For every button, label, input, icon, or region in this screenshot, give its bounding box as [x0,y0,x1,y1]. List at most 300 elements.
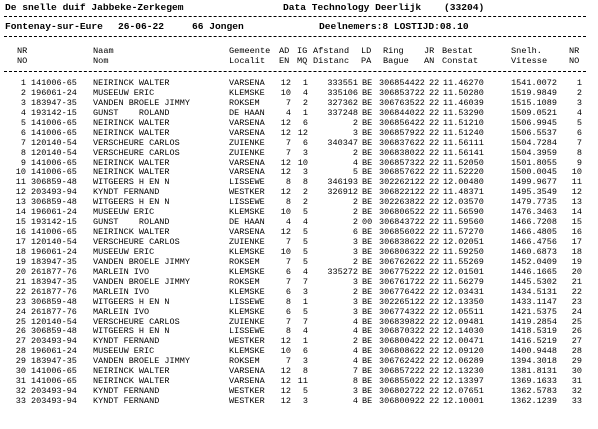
row-speed: 1500.0045 [511,167,557,178]
table-row [0,357,598,367]
row-ring: 306857322 [379,157,425,168]
row-clocked: 11.52220 [443,167,484,178]
row-distance: 335106 [327,87,358,98]
row-nr-right: 5 [576,117,582,128]
row-ig: 5 [302,207,308,218]
row-speed: 1495.3549 [511,187,557,198]
row-nr-right: 10 [571,167,582,178]
row-country: BE [362,127,373,138]
row-nr: 29 [15,356,26,367]
row-nr-right: 20 [571,266,582,277]
row-locality: VARSENA [229,227,265,238]
row-year: 22 [429,197,440,208]
row-nr-right: 13 [571,197,582,208]
row-nr: 13 [15,197,26,208]
row-ad: 12 [280,336,291,347]
row-member-id: 141006-65 [31,117,77,128]
row-country: BE [362,197,373,208]
row-ig: 3 [302,396,308,406]
row-distance: 335272 [327,266,358,277]
row-distance: 346193 [327,177,358,188]
row-speed: 1504.3959 [511,147,557,158]
row-ad: 10 [280,346,291,357]
row-country: BE [362,286,373,297]
row-speed: 1362.1239 [511,396,557,406]
row-year: 22 [429,187,440,198]
row-ring: 306843722 [379,217,425,228]
row-ig: 7 [302,316,308,327]
row-distance: 3 [352,386,358,397]
table-row [0,109,598,119]
table-row [0,278,598,288]
row-name: MUSEEUW ERIC [93,246,155,257]
row-ring: 306857222 [379,366,425,377]
row-name: GUNST ROLAND [93,217,170,228]
row-nr-right: 17 [571,237,582,247]
row-member-id: 141006-65 [31,127,77,138]
table-row [0,188,598,198]
row-member-id: 306859-48 [31,197,77,208]
row-ad: 4 [285,107,291,118]
table-row [0,397,598,407]
publisher-code: (33204) [444,2,485,13]
row-name: NEIRINCK WALTER [93,376,170,387]
row-ad: 12 [280,117,291,128]
row-nr: 24 [15,306,26,317]
row-nr-right: 24 [571,306,582,317]
row-speed: 1506.5537 [511,127,557,138]
row-name: NEIRINCK WALTER [93,117,170,128]
table-row [0,238,598,248]
row-year: 22 [429,246,440,257]
row-clocked: 12.05511 [443,306,484,317]
row-nr-right: 19 [571,256,582,267]
row-member-id: 141006-65 [31,376,77,387]
row-country: BE [362,78,373,88]
row-ad: 7 [285,316,291,327]
row-ring: 302263822 [379,197,425,208]
row-member-id: 120140-54 [31,147,77,158]
row-nr: 32 [15,386,26,397]
row-ig: 1 [302,296,308,307]
row-country: BE [362,266,373,277]
row-locality: LISSEWE [229,326,265,337]
row-name: WITGEERS H EN N [93,177,170,188]
row-name: NEIRINCK WALTER [93,227,170,238]
row-ad: 7 [285,256,291,267]
row-distance: 5 [352,167,358,178]
row-ring: 306800422 [379,336,425,347]
club-title: De snelle duif Jabbeke-Zerkegem [5,2,184,13]
row-locality: WESTKER [229,187,265,198]
col-snelh: Snelh. Vitesse [511,46,548,66]
row-year: 22 [429,346,440,357]
row-speed: 1445.5302 [511,276,557,287]
row-nr-right: 29 [571,356,582,367]
row-speed: 1479.7735 [511,197,557,208]
row-nr: 33 [15,396,26,406]
row-locality: KLEMSKE [229,346,265,357]
row-clocked: 12.01501 [443,266,484,277]
row-country: BE [362,306,373,317]
row-distance: 326912 [327,187,358,198]
row-year: 22 [429,296,440,307]
row-clocked: 11.50280 [443,87,484,98]
row-ig: 5 [302,246,308,257]
row-ig: 4 [302,266,308,277]
row-distance: 3 [352,306,358,317]
row-name: MARLEIN IVO [93,286,150,297]
row-clocked: 12.02051 [443,237,484,247]
row-year: 22 [429,127,440,138]
row-nr-right: 7 [576,137,582,148]
row-ring: 306870322 [379,326,425,337]
race-category: 66 Jongen [192,21,244,32]
row-locality: LISSEWE [229,296,265,307]
row-locality: VARSENA [229,127,265,138]
row-speed: 1519.9849 [511,87,557,98]
row-locality: KLEMSKE [229,87,265,98]
row-ig: 5 [302,306,308,317]
row-ring: 306776422 [379,286,425,297]
row-ig: 5 [302,386,308,397]
row-nr-right: 18 [571,246,582,257]
row-distance: 3 [352,296,358,307]
row-country: BE [362,107,373,118]
row-ring: 306775222 [379,266,425,277]
row-speed: 1381.8131 [511,366,557,377]
row-speed: 1400.9448 [511,346,557,357]
col-nr: NR NO [17,46,28,66]
row-ad: 8 [285,177,291,188]
row-year: 22 [429,366,440,377]
row-member-id: 261877-76 [31,266,77,277]
row-distance: 3 [352,276,358,287]
row-year: 22 [429,117,440,128]
row-year: 22 [429,217,440,228]
row-ig: 6 [302,117,308,128]
row-year: 22 [429,396,440,406]
row-nr: 3 [20,97,26,108]
row-distance: 340347 [327,137,358,148]
row-clocked: 11.57270 [443,227,484,238]
participants-info: Deelnemers:8 LOSTIJD:08.10 [319,21,469,32]
row-year: 22 [429,326,440,337]
row-nr: 2 [20,87,26,98]
row-year: 22 [429,87,440,98]
col-naam: Naam Nom [93,46,114,66]
row-member-id: 141006-65 [31,167,77,178]
row-speed: 1394.3018 [511,356,557,367]
table-row [0,248,598,258]
row-clocked: 12.07651 [443,386,484,397]
row-nr: 15 [15,217,26,228]
row-locality: LISSEWE [229,197,265,208]
row-year: 22 [429,376,440,387]
row-nr: 12 [15,187,26,198]
col-gemeente: Gemeente Localit [229,46,271,66]
row-clocked: 11.56111 [443,137,484,148]
row-ad: 12 [280,376,291,387]
table-row [0,139,598,149]
col-bestat: Bestat Constat [442,46,479,66]
row-speed: 1499.9677 [511,177,557,188]
table-row [0,308,598,318]
table-row [0,337,598,347]
row-country: BE [362,227,373,238]
row-locality: VARSENA [229,376,265,387]
row-speed: 1501.8055 [511,157,557,168]
row-speed: 1421.5375 [511,306,557,317]
col-nr-right: NR NO [569,46,580,66]
row-member-id: 183947-35 [31,276,77,287]
row-name: VANDEN BROELE JIMMY [93,256,190,267]
row-nr: 31 [15,376,26,387]
row-name: KYNDT FERNAND [93,187,160,198]
row-year: 22 [429,256,440,267]
row-country: BE [362,87,373,98]
row-ig: 3 [302,147,308,158]
row-name: VERSCHEURE CARLOS [93,147,180,158]
row-nr: 16 [15,227,26,238]
row-name: MARLEIN IVO [93,306,150,317]
col-ring: Ring Bague [383,46,409,66]
row-ig: 4 [302,326,308,337]
row-ring: 306853722 [379,87,425,98]
row-ad: 12 [280,396,291,406]
row-member-id: 120140-54 [31,316,77,327]
row-year: 22 [429,207,440,218]
row-member-id: 196061-24 [31,207,77,218]
row-ring: 306838622 [379,237,425,247]
row-country: BE [362,137,373,148]
row-nr: 22 [15,286,26,297]
row-country: BE [362,376,373,387]
row-distance: 4 [352,326,358,337]
row-ring: 306844022 [379,107,425,118]
row-nr: 18 [15,246,26,257]
row-ig: 4 [302,87,308,98]
col-ig: IG MQ [297,46,308,66]
row-nr: 17 [15,237,26,247]
row-ring: 306802722 [379,386,425,397]
row-locality: WESTKER [229,386,265,397]
row-name: KYNDT FERNAND [93,336,160,347]
row-nr: 10 [15,167,26,178]
row-speed: 1418.5319 [511,326,557,337]
table-row [0,79,598,89]
table-row [0,268,598,278]
row-ad: 6 [285,306,291,317]
row-member-id: 193142-15 [31,217,77,228]
row-distance: 3 [352,127,358,138]
columns-rule [4,71,586,72]
row-country: BE [362,147,373,158]
row-clocked: 12.06289 [443,356,484,367]
row-locality: VARSENA [229,167,265,178]
row-distance: 2 [352,147,358,158]
row-member-id: 261877-76 [31,306,77,317]
row-nr: 5 [20,117,26,128]
row-name: MUSEEUW ERIC [93,207,155,218]
row-member-id: 261877-76 [31,286,77,297]
row-name: KYNDT FERNAND [93,396,160,406]
table-row [0,258,598,268]
row-distance: 333551 [327,78,358,88]
row-name: NEIRINCK WALTER [93,127,170,138]
row-distance: 4 [352,396,358,406]
row-ig: 11 [297,376,308,387]
row-speed: 1541.0072 [511,78,557,88]
row-ig: 6 [302,137,308,148]
row-clocked: 11.51240 [443,127,484,138]
row-year: 22 [429,157,440,168]
row-country: BE [362,246,373,257]
row-year: 22 [429,97,440,108]
row-ig: 12 [297,127,308,138]
row-speed: 1515.1089 [511,97,557,108]
top-rule [4,16,586,17]
row-name: KYNDT FERNAND [93,386,160,397]
row-ad: 6 [285,286,291,297]
row-member-id: 196061-24 [31,87,77,98]
row-year: 22 [429,276,440,287]
row-ad: 12 [280,187,291,198]
row-ring: 306822122 [379,187,425,198]
row-country: BE [362,187,373,198]
row-year: 22 [429,306,440,317]
row-locality: VARSENA [229,117,265,128]
row-locality: DE HAAN [229,217,265,228]
row-clocked: 12.10001 [443,396,484,406]
table-row [0,99,598,109]
row-speed: 1460.6873 [511,246,557,257]
row-clocked: 12.13397 [443,376,484,387]
row-ad: 7 [285,137,291,148]
row-speed: 1466.7208 [511,217,557,228]
row-speed: 1466.4805 [511,227,557,238]
row-ring: 306856422 [379,117,425,128]
row-ad: 10 [280,87,291,98]
row-nr: 14 [15,207,26,218]
row-ad: 7 [285,276,291,287]
row-clocked: 11.55269 [443,256,484,267]
table-row [0,198,598,208]
row-country: BE [362,366,373,377]
row-ring: 306806322 [379,246,425,257]
row-locality: ROKSEM [229,97,260,108]
row-clocked: 12.03570 [443,197,484,208]
row-ig: 2 [302,97,308,108]
row-clocked: 11.52050 [443,157,484,168]
row-ring: 306839822 [379,316,425,327]
row-nr-right: 12 [571,187,582,198]
row-ig: 2 [302,197,308,208]
row-nr: 28 [15,346,26,357]
row-ig: 5 [302,237,308,247]
row-ad: 8 [285,296,291,307]
row-ring: 306762422 [379,356,425,367]
row-speed: 1504.7284 [511,137,557,148]
row-year: 22 [429,137,440,148]
row-name: MUSEEUW ERIC [93,346,155,357]
row-nr: 26 [15,326,26,337]
row-speed: 1434.5131 [511,286,557,297]
row-locality: KLEMSKE [229,266,265,277]
results-table [0,79,598,407]
row-year: 22 [429,147,440,158]
row-member-id: 306859-48 [31,296,77,307]
row-locality: ZUIENKE [229,237,265,247]
row-clocked: 12.09120 [443,346,484,357]
row-clocked: 12.00471 [443,336,484,347]
row-clocked: 11.53290 [443,107,484,118]
row-speed: 1446.1665 [511,266,557,277]
row-year: 22 [429,107,440,118]
row-locality: ROKSEM [229,256,260,267]
row-nr-right: 26 [571,326,582,337]
row-name: VANDEN BROELE JIMMY [93,276,190,287]
row-ad: 12 [280,127,291,138]
row-nr: 7 [20,137,26,148]
row-ring: 306761722 [379,276,425,287]
row-nr: 20 [15,266,26,277]
row-member-id: 183947-35 [31,97,77,108]
row-nr-right: 21 [571,276,582,287]
row-nr-right: 1 [576,78,582,88]
row-nr: 25 [15,316,26,327]
row-speed: 1433.1147 [511,296,557,307]
row-nr-right: 15 [571,217,582,228]
row-member-id: 306859-48 [31,326,77,337]
row-year: 22 [429,177,440,188]
row-country: BE [362,177,373,188]
row-nr-right: 22 [571,286,582,297]
race-location: Fontenay-sur-Eure [5,21,103,32]
row-ad: 7 [285,237,291,247]
row-country: BE [362,276,373,287]
row-distance: 3 [352,237,358,247]
row-nr: 19 [15,256,26,267]
table-row [0,168,598,178]
row-name: NEIRINCK WALTER [93,78,170,88]
row-member-id: 193142-15 [31,107,77,118]
row-year: 22 [429,316,440,327]
row-ad: 8 [285,197,291,208]
row-nr: 1 [20,78,26,88]
row-name: WITGEERS H EN N [93,326,170,337]
row-clocked: 11.59560 [443,217,484,228]
row-member-id: 203493-94 [31,336,77,347]
row-clocked: 12.14030 [443,326,484,337]
row-nr-right: 16 [571,227,582,238]
row-nr: 9 [20,157,26,168]
row-locality: ZUIENKE [229,316,265,327]
row-member-id: 141006-65 [31,78,77,88]
row-locality: VARSENA [229,366,265,377]
row-ad: 12 [280,366,291,377]
row-distance: 4 [352,346,358,357]
row-year: 22 [429,167,440,178]
row-name: VANDEN BROELE JIMMY [93,356,190,367]
row-locality: VARSENA [229,78,265,88]
table-row [0,377,598,387]
row-distance: 327362 [327,97,358,108]
row-ig: 3 [302,286,308,297]
row-name: VERSCHEURE CARLOS [93,316,180,327]
row-country: BE [362,346,373,357]
table-row [0,288,598,298]
